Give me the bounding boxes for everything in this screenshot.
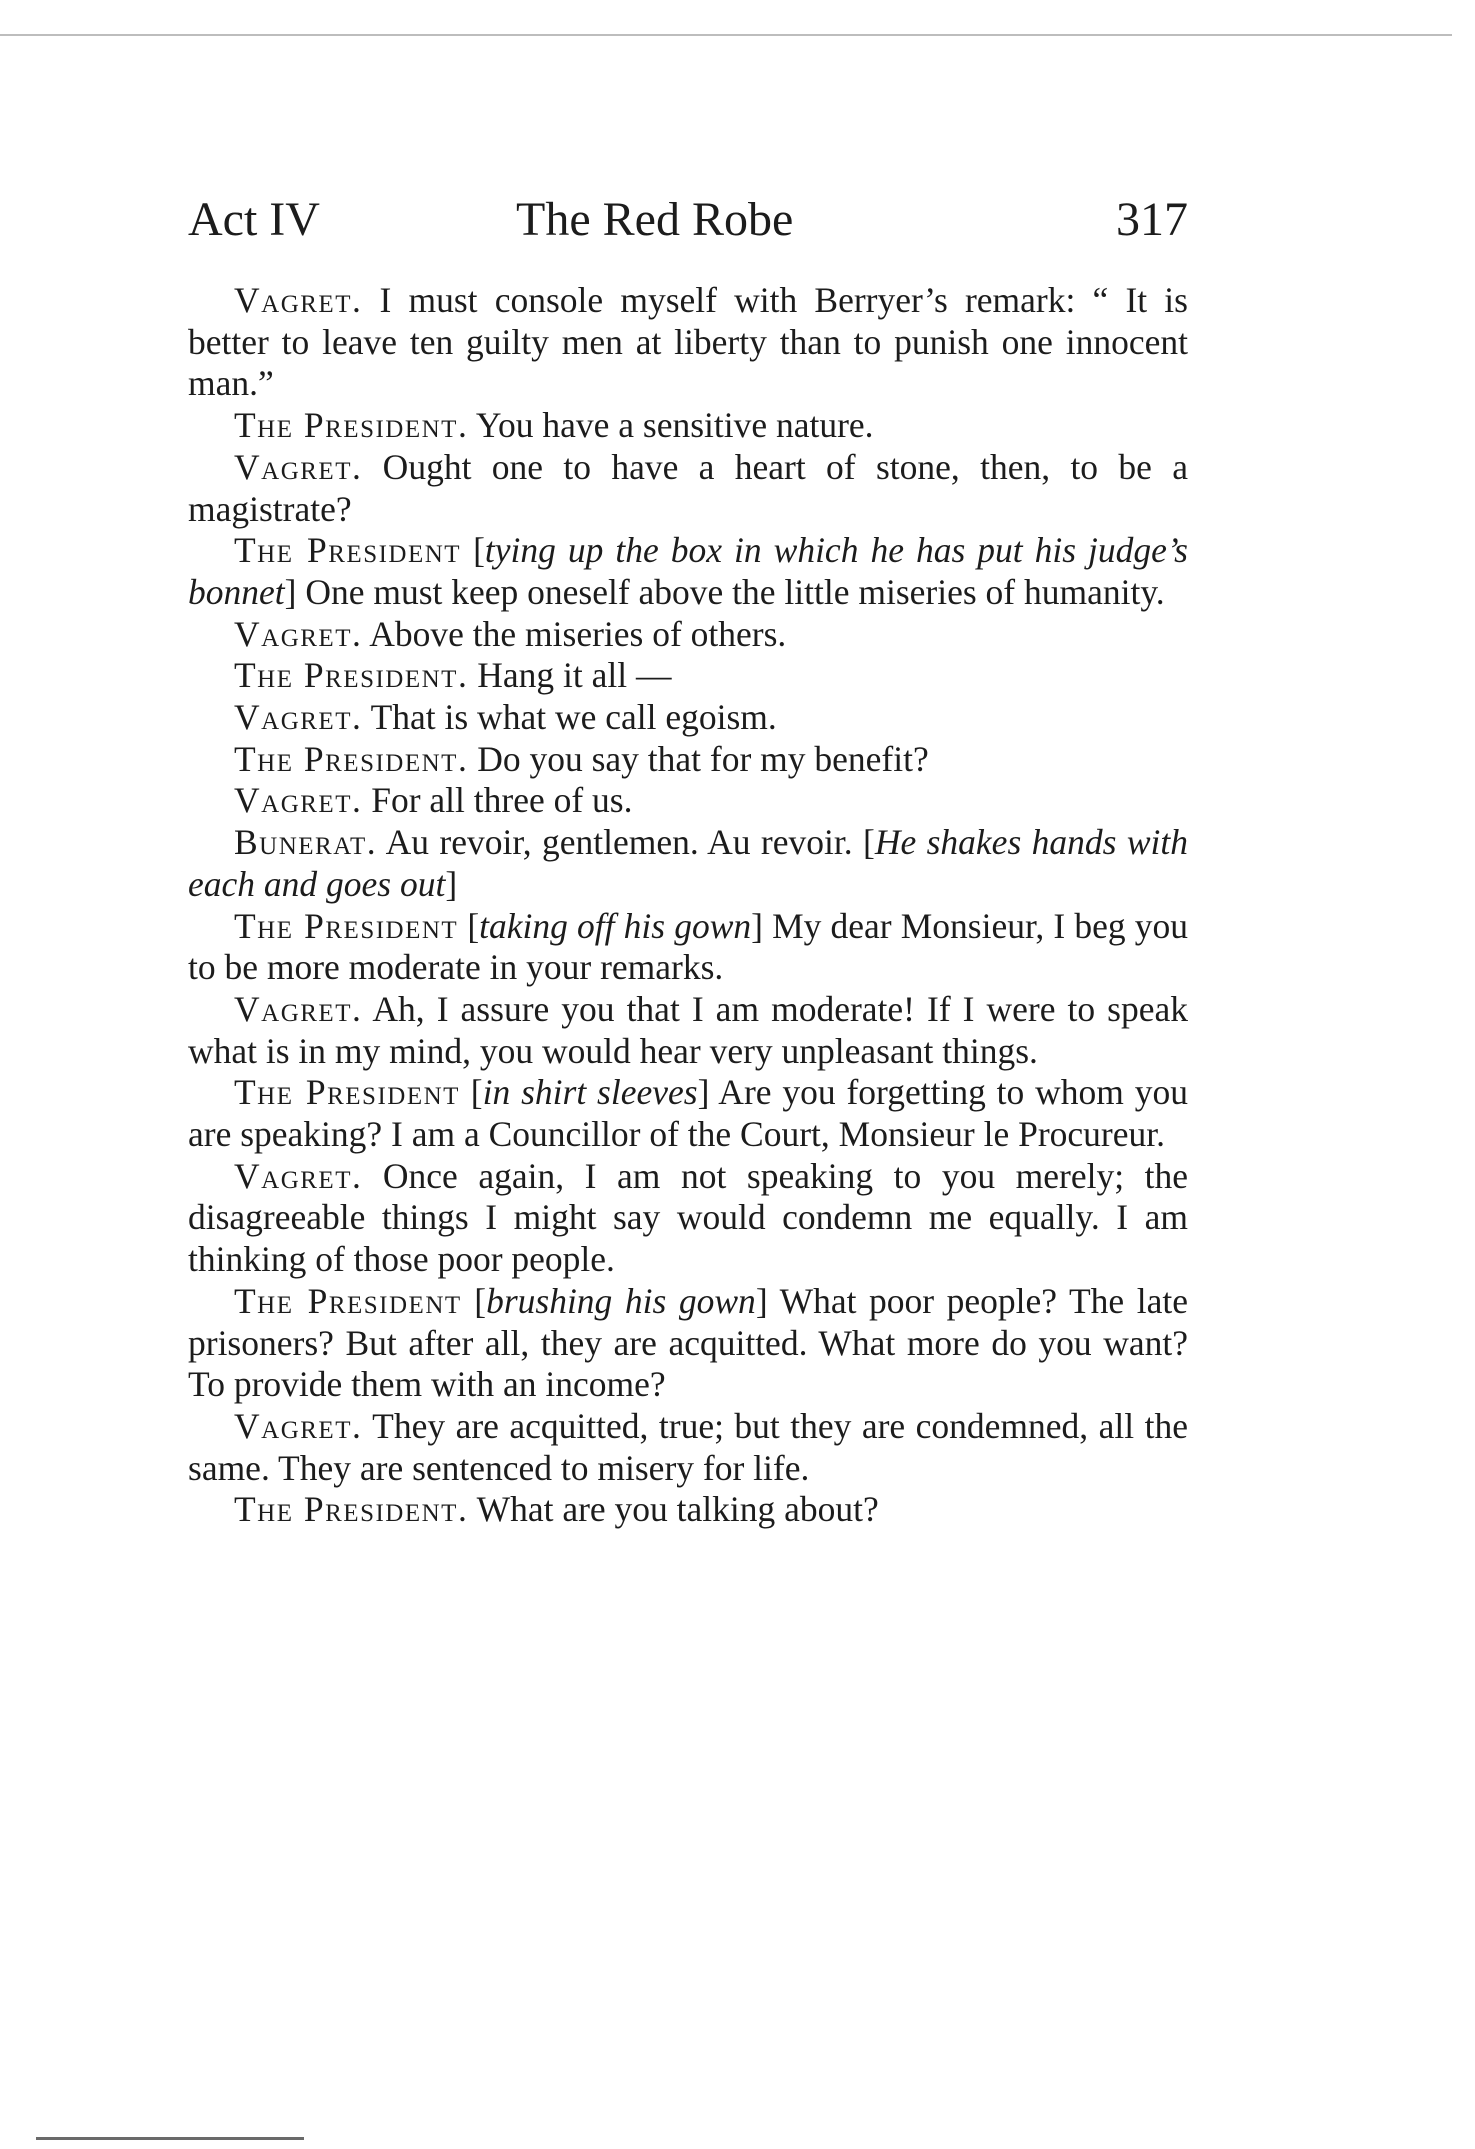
speaker-name: The President xyxy=(234,530,462,571)
bracket-open: [ xyxy=(458,905,480,946)
dialogue-paragraph xyxy=(188,780,1188,822)
speech: They are acquitted, true; but they are condemned, all the same. They are sentenced to misery for life. xyxy=(188,1405,1188,1488)
dialogue-paragraph xyxy=(188,530,1188,613)
stage-direction: taking off his gown xyxy=(479,905,752,946)
dialogue-paragraph xyxy=(188,405,1188,447)
speaker-name: The President. xyxy=(234,1489,469,1530)
speech: I must console myself with Berryer’s remark: “ It is better to leave ten guilty men at liberty than to punish one innocent man.” xyxy=(188,280,1188,404)
speech: Ought one to have a heart of stone, then, to be a magistrate? xyxy=(188,446,1188,529)
speech: One must keep oneself above the little miseries of humanity. xyxy=(296,571,1165,612)
speaker-name: The President xyxy=(234,905,459,946)
dialogue-paragraph xyxy=(188,822,1188,905)
speaker-name: The President xyxy=(234,1280,462,1321)
bracket-close: ] xyxy=(755,1280,768,1321)
speaker-name: Vagret. xyxy=(234,1405,363,1446)
speaker-name: Vagret. xyxy=(234,780,363,821)
dialogue-paragraph xyxy=(188,989,1188,1072)
page-bottom-edge xyxy=(36,2137,304,2140)
speaker-name: The President. xyxy=(234,405,469,446)
page-number: 317 xyxy=(1116,193,1188,246)
speaker-name: Bunerat. xyxy=(234,822,378,863)
bracket-open: [ xyxy=(461,530,485,571)
running-header xyxy=(188,190,1188,250)
speaker-name: Vagret. xyxy=(234,613,363,654)
speaker-name: The President. xyxy=(234,655,469,696)
dialogue-paragraph xyxy=(188,1406,1188,1489)
stage-direction: brushing his gown xyxy=(486,1280,756,1321)
speech: Do you say that for my benefit? xyxy=(468,738,929,779)
dialogue-paragraph xyxy=(188,697,1188,739)
act-label: Act IV xyxy=(188,193,320,246)
speech: Above the miseries of others. xyxy=(362,613,787,654)
dialogue-paragraph xyxy=(188,1281,1188,1406)
speech: You have a sensitive nature. xyxy=(468,405,874,446)
speaker-name: Vagret. xyxy=(234,446,363,487)
speaker-name: Vagret. xyxy=(234,697,363,738)
page-top-edge xyxy=(0,34,1452,36)
speech: Hang it all — xyxy=(468,655,672,696)
speech: For all three of us. xyxy=(362,780,633,821)
speaker-name: Vagret. xyxy=(234,988,363,1029)
speech: Au revoir, gentlemen. Au revoir. [ xyxy=(377,822,875,863)
speaker-name: The President. xyxy=(234,738,469,779)
stage-direction: tying up the box in which he has put his judge’s bonnet xyxy=(188,530,1188,612)
bracket-close: ] xyxy=(284,571,297,612)
dialogue-paragraph xyxy=(188,1489,1188,1531)
dialogue-paragraph xyxy=(188,1156,1188,1281)
dialogue-paragraph xyxy=(188,906,1188,989)
speech: Are you forgetting to whom you are speaking? I am a Councillor of the Court, Monsieur le Procureur. xyxy=(188,1072,1188,1155)
dialogue-paragraph xyxy=(188,280,1188,405)
speech: What are you talking about? xyxy=(468,1489,879,1530)
speech: Once again, I am not speaking to you merely; the disagreeable things I might say would condemn me equally. I am thinking of those poor people. xyxy=(188,1155,1188,1280)
speech: What poor people? The late prisoners? But after all, they are acquitted. What more do you want? To provide them with an income? xyxy=(188,1280,1188,1405)
speech: Ah, I assure you that I am moderate! If I were to speak what is in my mind, you would hear very unpleasant things. xyxy=(188,988,1188,1071)
speech: That is what we call egoism. xyxy=(362,697,777,738)
dialogue-paragraph xyxy=(188,655,1188,697)
stage-direction: He shakes hands with each and goes out xyxy=(188,822,1189,904)
play-title: The Red Robe xyxy=(516,193,794,246)
dialogue-paragraph xyxy=(188,1072,1188,1155)
speaker-name: Vagret. xyxy=(234,280,363,320)
speech: My dear Monsieur, I beg you to be more moderate in your remarks. xyxy=(188,905,1188,988)
dialogue-paragraph xyxy=(188,614,1188,656)
speaker-name: The President xyxy=(234,1072,460,1113)
bracket-close: ] xyxy=(697,1072,710,1113)
dialogue-body xyxy=(188,280,1188,1531)
dialogue-paragraph xyxy=(188,739,1188,781)
speaker-name: Vagret. xyxy=(234,1155,363,1196)
bracket-close: ] xyxy=(751,905,763,946)
dialogue-paragraph xyxy=(188,447,1188,530)
stage-direction: in shirt sleeves xyxy=(482,1072,698,1113)
bracket-open: [ xyxy=(459,1072,483,1113)
bracket-open: [ xyxy=(461,1280,487,1321)
bracket-close: ] xyxy=(445,863,458,904)
